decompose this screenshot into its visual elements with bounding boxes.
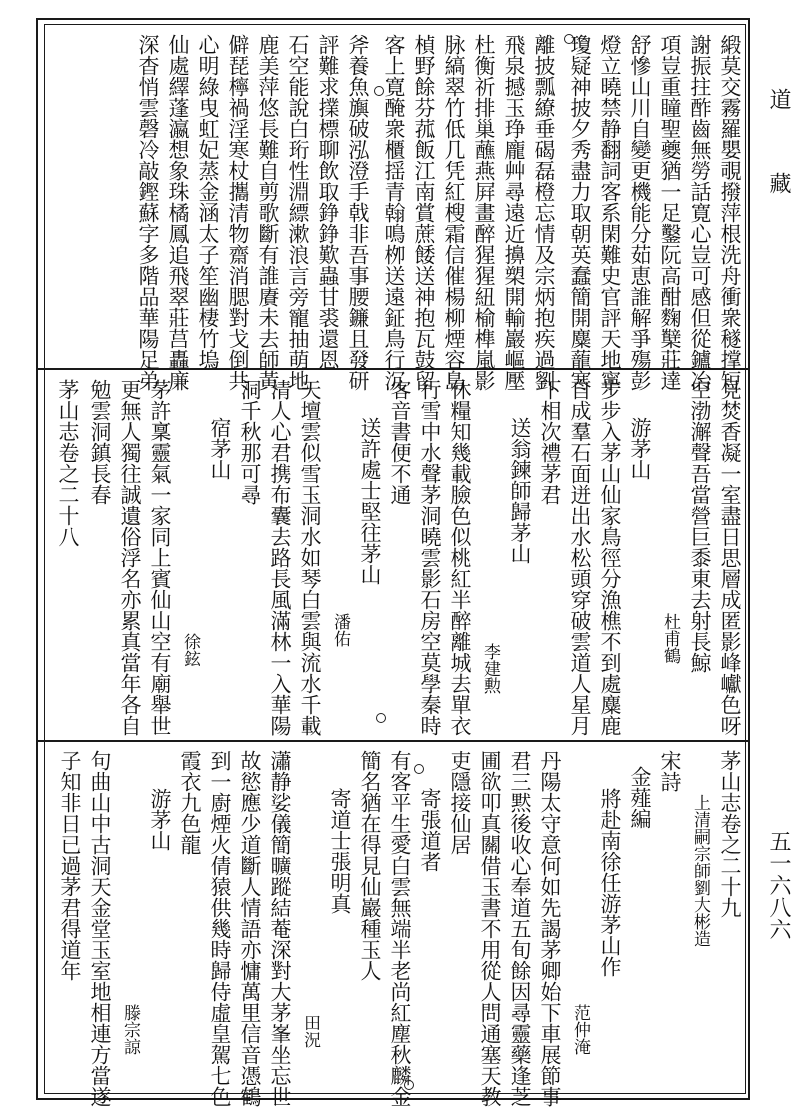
- text-column: 舒慘山川自變更機能分茹恵誰解爭殤彭: [628, 34, 652, 391]
- text-column: 緞莫交霧羅嬰覗撥萍根洗舟衝衆穟撑短: [718, 34, 742, 391]
- margin-label-zang: 藏: [766, 172, 791, 194]
- poem-title: 游茅山: [148, 788, 172, 851]
- text-column: 霞衣九色龍: [178, 750, 202, 855]
- circle-mark: [414, 764, 424, 774]
- margin-label-dao: 道: [766, 88, 791, 110]
- band-divider-2: [36, 740, 750, 742]
- band-middle: [46, 373, 744, 737]
- text-column: 燈立曉禁静翻詞客系閑難史官評天地寧: [598, 34, 622, 391]
- author-name: 范仲淹: [570, 1004, 590, 1055]
- text-column: 故慾應少道斷人情語亦慵萬里信音憑鶴: [238, 750, 262, 1107]
- text-column: 客音書便不通: [388, 379, 412, 505]
- circle-mark: [404, 1080, 414, 1090]
- author-name: 滕宗諒: [120, 1004, 140, 1055]
- text-column: 清人心君携布囊去路長風滿林一入華陽: [268, 379, 292, 736]
- author-name: 杜甫鶴: [660, 613, 680, 664]
- poem-title: 送翁鍊師歸茅山: [508, 417, 532, 564]
- text-column: 謝振拄酢齒無勞話寛心豈可感但從鑪冶: [688, 34, 712, 391]
- text-column: 離披瓢繚垂碣磊橙忘情及宗炳抱疾過劉: [532, 34, 556, 391]
- text-column: 楨野餘芬菰飯江南賞蔗餧送神抱瓦鼓留: [412, 34, 436, 391]
- poem-title: 將赴南徐任游茅山作: [598, 788, 622, 977]
- poem-title: 寄道士張明真: [328, 788, 352, 914]
- text-column: 丹陽太守意何如先謁茅卿始下車展節事: [538, 750, 562, 1107]
- text-column: 有客平生愛白雲無端半老尚紅塵秋麟金: [388, 750, 412, 1107]
- poem-title: 寄張道者: [418, 788, 442, 872]
- text-column: 到一廚煙火倩猿供幾時歸侍虛皇駕七色: [208, 750, 232, 1107]
- text-column: 吏隱接仙居: [448, 750, 472, 855]
- text-column: 斧養魚旟破泓澄手戟非吾事腰鐮且發研: [346, 34, 370, 391]
- text-column: 茅許稟靈氣一家同上賓仙山空有廟舉世: [148, 379, 172, 736]
- text-column: 簡名猶在得見仙巖種玉人: [358, 750, 382, 981]
- text-column: 仙處繹蓬瀛想象珠橘鳳追飛翠莊莒轟廉: [166, 34, 190, 391]
- circle-mark: [374, 86, 384, 96]
- author-name: 潘佑: [330, 613, 350, 647]
- subsection-title: 金薤編: [628, 766, 652, 829]
- text-column: 下相次禮茅君: [538, 379, 562, 505]
- text-column: 項豈重瞳聖夔猶一足鑿阮高酣麴櫱莊達: [658, 34, 682, 391]
- text-column: 句曲山中古洞天金堂玉室地相連方當遂: [88, 750, 112, 1107]
- text-column: 天壇雲似雪玉洞水如琴白雲與流水千載: [298, 379, 322, 736]
- text-column: 心明綠曳虹妃蒸金涵太子笙幽棲竹塢: [196, 34, 220, 370]
- text-column: 勉雲洞鎮長春: [88, 379, 112, 505]
- text-column: 脉縞翠竹低几凭紅㮴霜信催楊柳煙容島: [442, 34, 466, 391]
- text-column: 君三黙後收心奉道五旬餘因尋靈藥逢芝: [508, 750, 532, 1107]
- section-title: 宋詩: [658, 750, 682, 792]
- page-number: 五一六八六: [766, 830, 791, 940]
- text-column: 子知非日已過茅君得道年: [58, 750, 82, 981]
- text-column: 更無人獨往誠遺俗浮名亦累真當年各自: [118, 379, 142, 736]
- poem-title: 送許處士堅往茅山: [358, 417, 382, 585]
- text-column: 深杳悄雲磬冷敲鏗蘇字多階品華陽足弟: [136, 34, 160, 391]
- text-column: 圃欲叩真關借玉書不用從人問通塞天教: [478, 750, 502, 1107]
- text-column: 步步入茅山仙家鳥徑分漁樵不到處麋鹿: [598, 379, 622, 736]
- author-name: 李建勲: [480, 643, 500, 694]
- text-column: 飛泉撼玉琤龐艸尋遠近擤槊開輸巖嶇壓: [502, 34, 526, 391]
- band-top: [46, 28, 744, 391]
- text-column: 自成羣石面迸出水松頭穿破雲道人星月: [568, 379, 592, 736]
- text-column: 休糧知幾載臉色似桃紅半醉離城去單衣: [448, 379, 472, 736]
- text-column: 瓊疑神披夕秀盡力取朝英蠢簡開麋蘢寒: [568, 34, 592, 391]
- circle-mark: [376, 713, 386, 723]
- text-column: 見焚香凝一室盡日思層成匿影峰巘色呀: [718, 379, 742, 736]
- text-column: 洞千秋那可尋: [238, 379, 262, 505]
- band-bottom: [46, 744, 744, 1107]
- text-column: 鹿美萍悠長難自剪歌斷有誰賡未去師黃: [256, 34, 280, 391]
- text-column: 石空能說白珩性淵縹漱浪言旁寵抽萌地: [286, 34, 310, 391]
- text-column: 客上寛醃衆櫃揺青翰鳴栁送遠鉦鳥行沉: [382, 34, 406, 391]
- text-column: 空渤澥聲吾當營巨黍東去射長鯨: [688, 379, 712, 673]
- author-name: 田況: [300, 1014, 320, 1048]
- volume-end-title: 茅山志卷之二十八: [56, 379, 80, 547]
- text-column: 評難求擈標聊飲取錚錚歎蟲甘裘還恩: [316, 34, 340, 370]
- text-column: 杜衡祈排巢蘸燕屛畫醉猩猩紐榆榫嵐影: [472, 34, 496, 391]
- author-name: 徐鉉: [180, 633, 200, 667]
- circle-mark: [564, 34, 574, 44]
- text-column: 瀟静娑儀簡曠蹤結菴深對大茅峯坐忘世: [268, 750, 292, 1107]
- poem-title: 游茅山: [628, 417, 652, 480]
- text-column: 僻琵檸禍淫寒杖攜清物齋消腮對戈倒共: [226, 34, 250, 391]
- poem-title: 宿茅山: [208, 417, 232, 480]
- compiler-line: 上清嗣宗師劉大彬造: [690, 794, 710, 947]
- volume-title: 茅山志卷之二十九: [718, 750, 742, 918]
- text-column: 行雪中水聲茅洞曉雲影石房空莫學秦時: [418, 379, 442, 736]
